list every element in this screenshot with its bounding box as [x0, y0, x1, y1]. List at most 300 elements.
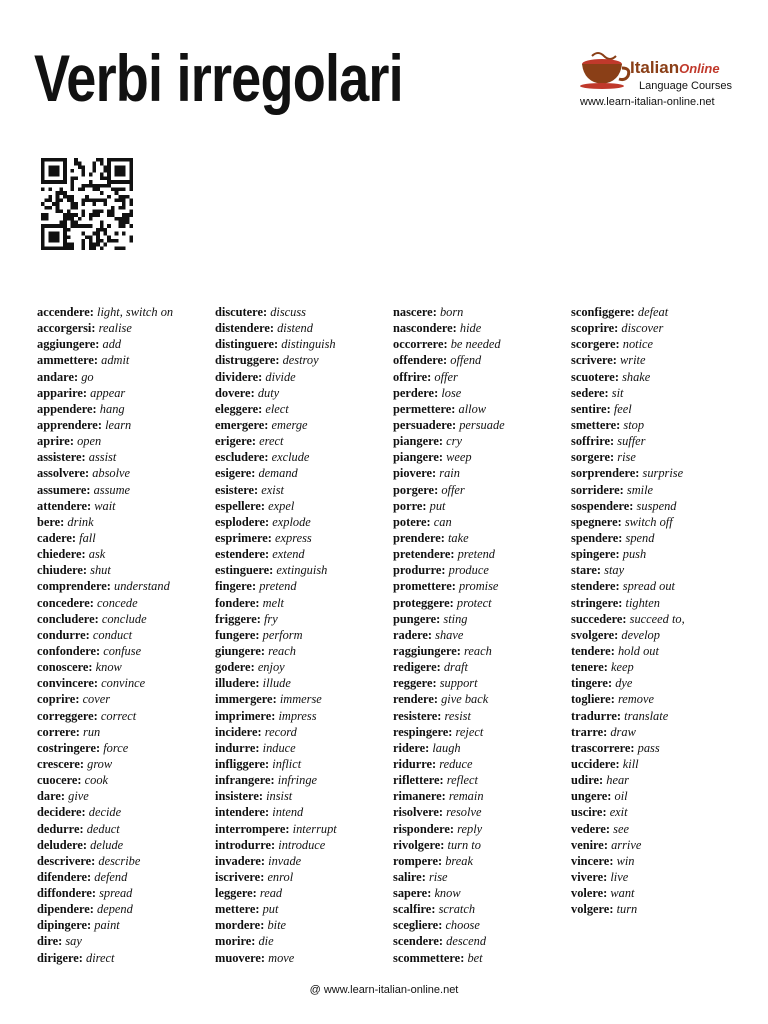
- list-item: [393, 804, 571, 820]
- list-item: [37, 821, 215, 837]
- verb-italian: deludere: [37, 837, 83, 852]
- verb-italian: correre: [37, 724, 76, 739]
- verb-separator: :: [437, 853, 443, 868]
- verb-separator: :: [251, 434, 257, 449]
- list-item: [215, 772, 393, 788]
- verb-translation: realise: [98, 321, 132, 336]
- verb-separator: :: [273, 337, 279, 352]
- list-item: [215, 320, 393, 336]
- verb-translation: hear: [606, 773, 629, 788]
- verb-separator: :: [75, 692, 80, 707]
- verb-separator: :: [250, 660, 255, 675]
- verb-translation: remain: [448, 789, 484, 804]
- verb-separator: :: [89, 595, 94, 610]
- verb-italian: ridurre: [393, 756, 432, 771]
- verb-italian: dedurre: [37, 821, 80, 836]
- list-item: [571, 627, 749, 643]
- verb-separator: :: [87, 869, 92, 884]
- list-item: [37, 885, 215, 901]
- verb-separator: :: [605, 821, 611, 836]
- verb-separator: :: [95, 740, 101, 755]
- verb-separator: :: [251, 934, 256, 949]
- verb-translation: distend: [277, 321, 313, 336]
- verb-separator: :: [255, 627, 260, 642]
- verb-translation: enjoy: [257, 660, 285, 675]
- verb-translation: learn: [105, 417, 132, 432]
- verb-translation: take: [447, 530, 469, 545]
- verb-italian: stendere: [571, 579, 616, 594]
- list-item: [37, 756, 215, 772]
- verb-italian: rendere: [393, 692, 434, 707]
- verb-italian: illudere: [215, 676, 256, 691]
- verb-separator: :: [452, 321, 457, 336]
- verb-italian: offrire: [393, 369, 428, 384]
- verb-translation: conduct: [92, 627, 133, 642]
- verb-italian: redigere: [393, 660, 437, 675]
- list-item: [393, 385, 571, 401]
- verb-separator: :: [89, 902, 94, 917]
- verb-italian: sentire: [571, 401, 607, 416]
- verb-italian: vincere: [571, 853, 610, 868]
- verb-translation: depend: [97, 902, 133, 917]
- footer-url[interactable]: @ www.learn-italian-online.net: [309, 984, 459, 996]
- verb-italian: mordere: [215, 918, 261, 933]
- verb-separator: :: [436, 611, 441, 626]
- verb-translation: turn: [616, 902, 638, 917]
- list-item: [215, 449, 393, 465]
- list-item: [393, 595, 571, 611]
- verb-italian: esprimere: [215, 530, 268, 545]
- verb-translation: want: [610, 886, 635, 901]
- verb-italian: distruggere: [215, 353, 276, 368]
- verb-separator: :: [260, 643, 266, 658]
- verb-translation: reduce: [439, 756, 473, 771]
- list-item: [37, 352, 215, 368]
- verb-italian: assistere: [37, 450, 82, 465]
- verb-separator: :: [610, 692, 615, 707]
- list-item: [37, 643, 215, 659]
- verb-separator: :: [82, 837, 88, 852]
- verb-translation: reflect: [446, 773, 478, 788]
- verb-separator: :: [451, 401, 456, 416]
- verb-separator: :: [603, 660, 608, 675]
- verb-translation: dye: [615, 676, 633, 691]
- verb-italian: scorgere: [571, 337, 616, 352]
- verb-italian: crescere: [37, 756, 80, 771]
- verb-separator: :: [252, 886, 257, 901]
- verb-translation: conclude: [101, 611, 147, 626]
- verb-translation: stop: [623, 417, 645, 432]
- verb-italian: reggere: [393, 676, 433, 691]
- verb-italian: comprendere: [37, 579, 107, 594]
- verb-separator: :: [265, 547, 270, 562]
- verb-italian: difendere: [37, 869, 88, 884]
- list-item: [571, 901, 749, 917]
- verb-translation: inflict: [272, 756, 302, 771]
- verb-translation: put: [429, 498, 446, 513]
- verb-separator: :: [275, 353, 280, 368]
- verb-translation: switch off: [624, 514, 673, 529]
- verb-translation: drink: [67, 514, 94, 529]
- verb-translation: duty: [257, 385, 280, 400]
- verb-translation: spend: [625, 530, 655, 545]
- list-item: [215, 352, 393, 368]
- verb-separator: :: [78, 950, 83, 965]
- verb-translation: win: [616, 853, 635, 868]
- verb-italian: introdurre: [215, 837, 271, 852]
- verb-translation: melt: [262, 595, 284, 610]
- verb-italian: convincere: [37, 676, 94, 691]
- list-item: [393, 950, 571, 966]
- verb-italian: radere: [393, 627, 428, 642]
- verb-translation: draft: [443, 660, 468, 675]
- verb-translation: read: [259, 886, 283, 901]
- verb-italian: spendere: [571, 530, 619, 545]
- verb-separator: :: [437, 708, 442, 723]
- verb-separator: :: [427, 369, 432, 384]
- verb-italian: confondere: [37, 643, 96, 658]
- verb-separator: :: [271, 708, 276, 723]
- verb-translation: explode: [272, 514, 311, 529]
- list-item: [215, 498, 393, 514]
- list-item: [393, 449, 571, 465]
- verb-italian: perdere: [393, 385, 435, 400]
- verb-separator: :: [88, 660, 93, 675]
- list-item: [215, 546, 393, 562]
- verb-italian: vedere: [571, 821, 606, 836]
- verb-italian: erigere: [215, 434, 252, 449]
- verb-italian: resistere: [393, 708, 438, 723]
- verb-italian: concludere: [37, 611, 95, 626]
- verb-translation: intend: [272, 805, 304, 820]
- verb-translation: wait: [94, 498, 116, 513]
- verb-translation: grow: [87, 756, 113, 771]
- list-item: [571, 837, 749, 853]
- verb-column-4: [571, 304, 749, 917]
- list-item: [215, 514, 393, 530]
- verb-separator: :: [425, 740, 430, 755]
- verb-italian: scuotere: [571, 369, 615, 384]
- verb-translation: scratch: [438, 902, 476, 917]
- verb-separator: :: [615, 547, 620, 562]
- list-item: [393, 724, 571, 740]
- list-item: [571, 611, 749, 627]
- list-item: [571, 853, 749, 869]
- list-item: [37, 482, 215, 498]
- verb-italian: piangere: [393, 450, 439, 465]
- verb-translation: insist: [266, 789, 293, 804]
- list-item: [37, 401, 215, 417]
- list-item: [215, 401, 393, 417]
- verb-translation: erect: [259, 434, 284, 449]
- verb-translation: put: [262, 902, 279, 917]
- verb-italian: muovere: [215, 950, 261, 965]
- list-item: [215, 756, 393, 772]
- verb-italian: volere: [571, 886, 604, 901]
- list-item: [571, 578, 749, 594]
- verb-italian: incidere: [215, 724, 258, 739]
- verb-translation: produce: [448, 563, 489, 578]
- verb-italian: leggere: [215, 886, 253, 901]
- verb-translation: remove: [617, 692, 654, 707]
- verb-italian: scendere: [393, 934, 439, 949]
- list-item: [215, 901, 393, 917]
- list-item: [393, 578, 571, 594]
- verb-translation: resolve: [446, 805, 482, 820]
- verb-translation: know: [434, 886, 461, 901]
- verb-translation: expel: [268, 498, 295, 513]
- verb-translation: extinguish: [276, 563, 328, 578]
- list-item: [571, 352, 749, 368]
- verb-italian: smettere: [571, 417, 617, 432]
- verb-italian: andare: [37, 369, 74, 384]
- verb-italian: accendere: [37, 305, 90, 319]
- verb-translation: exclude: [271, 450, 310, 465]
- list-item: [393, 788, 571, 804]
- verb-separator: :: [433, 692, 438, 707]
- list-item: [393, 756, 571, 772]
- verb-translation: fall: [79, 530, 96, 545]
- verb-italian: dare: [37, 789, 61, 804]
- verb-italian: uscire: [571, 805, 603, 820]
- verb-translation: hang: [99, 401, 125, 416]
- verb-italian: diffondere: [37, 886, 92, 901]
- verb-translation: succeed to,: [629, 611, 685, 626]
- verb-separator: :: [434, 482, 439, 497]
- verb-translation: rise: [428, 869, 448, 884]
- list-item: [37, 369, 215, 385]
- verb-separator: :: [615, 756, 620, 771]
- list-item: [571, 385, 749, 401]
- verb-separator: :: [265, 805, 270, 820]
- verb-italian: produrre: [393, 563, 442, 578]
- verb-translation: descend: [446, 934, 487, 949]
- verb-translation: laugh: [432, 740, 461, 755]
- list-item: [571, 595, 749, 611]
- list-item: [393, 465, 571, 481]
- verb-column-2: [215, 304, 393, 966]
- brand-url[interactable]: www.learn-italian-online.net: [580, 96, 715, 108]
- verb-translation: decide: [88, 805, 122, 820]
- verb-separator: :: [451, 579, 456, 594]
- verb-separator: :: [60, 789, 66, 804]
- verb-separator: :: [260, 498, 266, 513]
- verb-italian: respingere: [393, 724, 449, 739]
- verb-italian: invadere: [215, 853, 261, 868]
- verb-translation: admit: [101, 353, 130, 368]
- verb-separator: :: [255, 595, 260, 610]
- list-item: [37, 950, 215, 966]
- verb-separator: :: [460, 950, 465, 965]
- verb-separator: :: [604, 385, 609, 400]
- verb-italian: porgere: [393, 482, 435, 497]
- verb-translation: perform: [262, 627, 303, 642]
- list-item: [215, 708, 393, 724]
- verb-italian: potere: [393, 514, 427, 529]
- list-item: [215, 950, 393, 966]
- verb-italian: godere: [215, 660, 251, 675]
- brand-logo[interactable]: [578, 50, 748, 110]
- list-item: [393, 853, 571, 869]
- verb-italian: escludere: [215, 450, 265, 465]
- verb-italian: nascondere: [393, 321, 453, 336]
- list-item: [393, 691, 571, 707]
- verb-translation: absolve: [92, 466, 131, 481]
- verb-separator: :: [449, 595, 454, 610]
- verb-translation: ask: [88, 547, 106, 562]
- verb-italian: descrivere: [37, 853, 92, 868]
- verb-italian: assolvere: [37, 466, 85, 481]
- verb-translation: record: [264, 724, 297, 739]
- verb-separator: :: [260, 869, 265, 884]
- verb-separator: :: [599, 773, 604, 788]
- verb-separator: :: [610, 450, 615, 465]
- list-item: [393, 837, 571, 853]
- verb-italian: sorprendere: [571, 466, 636, 481]
- list-item: [571, 756, 749, 772]
- verb-italian: insistere: [215, 789, 259, 804]
- list-item: [571, 691, 749, 707]
- verb-translation: lose: [441, 385, 462, 400]
- list-item: [37, 772, 215, 788]
- list-item: [215, 740, 393, 756]
- list-item: [571, 482, 749, 498]
- verb-italian: rimanere: [393, 789, 442, 804]
- verb-italian: aprire: [37, 434, 70, 449]
- verb-translation: delude: [90, 837, 124, 852]
- list-item: [215, 385, 393, 401]
- list-item: [37, 562, 215, 578]
- verb-separator: :: [81, 805, 86, 820]
- verb-italian: dire: [37, 934, 59, 949]
- verb-translation: shave: [435, 627, 464, 642]
- list-item: [215, 627, 393, 643]
- verb-separator: :: [448, 724, 453, 739]
- list-item: [215, 933, 393, 949]
- verb-separator: :: [251, 466, 256, 481]
- verb-separator: :: [426, 514, 431, 529]
- verb-translation: defeat: [637, 305, 669, 319]
- list-item: [571, 708, 749, 724]
- list-item: [215, 804, 393, 820]
- list-item: [37, 804, 215, 820]
- verb-separator: :: [256, 611, 261, 626]
- verb-separator: :: [264, 417, 269, 432]
- verb-translation: pass: [637, 740, 660, 755]
- list-item: [37, 917, 215, 933]
- verb-italian: immergere: [215, 692, 273, 707]
- verb-separator: :: [610, 643, 615, 658]
- verb-translation: reject: [455, 724, 484, 739]
- verb-separator: :: [438, 918, 443, 933]
- list-item: [215, 917, 393, 933]
- verb-separator: :: [92, 401, 97, 416]
- verb-separator: :: [614, 321, 619, 336]
- verb-translation: reach: [268, 643, 296, 658]
- verb-italian: scommettere: [393, 950, 461, 965]
- verb-translation: interrupt: [292, 821, 337, 836]
- verb-translation: suffer: [617, 434, 646, 449]
- verb-separator: :: [427, 627, 433, 642]
- verb-separator: :: [260, 950, 266, 965]
- verb-translation: give: [68, 789, 89, 804]
- list-item: [37, 740, 215, 756]
- verb-translation: break: [445, 853, 473, 868]
- verb-translation: write: [619, 353, 646, 368]
- verb-translation: correct: [100, 708, 137, 723]
- list-item: [37, 530, 215, 546]
- verb-italian: sconfiggere: [571, 305, 631, 319]
- verb-separator: :: [260, 853, 266, 868]
- verb-italian: chiudere: [37, 563, 83, 578]
- list-item: [393, 917, 571, 933]
- verb-italian: togliere: [571, 692, 611, 707]
- verb-separator: :: [616, 708, 622, 723]
- verb-separator: :: [630, 305, 635, 319]
- list-item: [215, 611, 393, 627]
- list-item: [571, 821, 749, 837]
- verb-italian: spegnere: [571, 514, 618, 529]
- brand-name: ItalianOnline: [630, 58, 720, 77]
- list-item: [571, 772, 749, 788]
- verb-italian: dirigere: [37, 950, 79, 965]
- verb-translation: reach: [464, 643, 492, 658]
- verb-translation: push: [622, 547, 647, 562]
- list-item: [571, 304, 749, 320]
- verb-separator: :: [614, 627, 619, 642]
- verb-translation: deduct: [86, 821, 120, 836]
- verb-italian: emergere: [215, 417, 265, 432]
- verb-column-3: [393, 304, 571, 966]
- verb-italian: dipendere: [37, 902, 90, 917]
- verb-italian: tendere: [571, 643, 611, 658]
- verb-italian: dividere: [215, 369, 259, 384]
- list-item: [571, 546, 749, 562]
- verb-italian: tingere: [571, 676, 608, 691]
- verb-separator: :: [91, 886, 96, 901]
- verb-separator: :: [629, 498, 634, 513]
- list-item: [393, 772, 571, 788]
- qr-code-icon[interactable]: [38, 158, 136, 250]
- verb-italian: porre: [393, 498, 423, 513]
- verb-italian: esistere: [215, 482, 254, 497]
- list-item: [571, 740, 749, 756]
- verb-italian: persuadere: [393, 417, 452, 432]
- list-item: [37, 465, 215, 481]
- verb-translation: say: [65, 934, 82, 949]
- list-item: [37, 837, 215, 853]
- verb-italian: friggere: [215, 611, 257, 626]
- verb-translation: confuse: [103, 643, 142, 658]
- verb-italian: dipingere: [37, 918, 88, 933]
- verb-translation: convince: [101, 676, 146, 691]
- verb-translation: offend: [450, 353, 482, 368]
- verb-italian: sorgere: [571, 450, 610, 465]
- verb-separator: :: [436, 660, 441, 675]
- verb-italian: fingere: [215, 579, 252, 594]
- list-item: [215, 885, 393, 901]
- verb-separator: :: [91, 853, 96, 868]
- list-item: [37, 546, 215, 562]
- list-item: [393, 530, 571, 546]
- verb-italian: infrangere: [215, 773, 271, 788]
- verb-italian: aggiungere: [37, 337, 96, 352]
- verb-translation: exit: [609, 805, 628, 820]
- list-item: [393, 369, 571, 385]
- verb-separator: :: [94, 611, 99, 626]
- verb-translation: enrol: [267, 869, 294, 884]
- verb-separator: :: [441, 789, 446, 804]
